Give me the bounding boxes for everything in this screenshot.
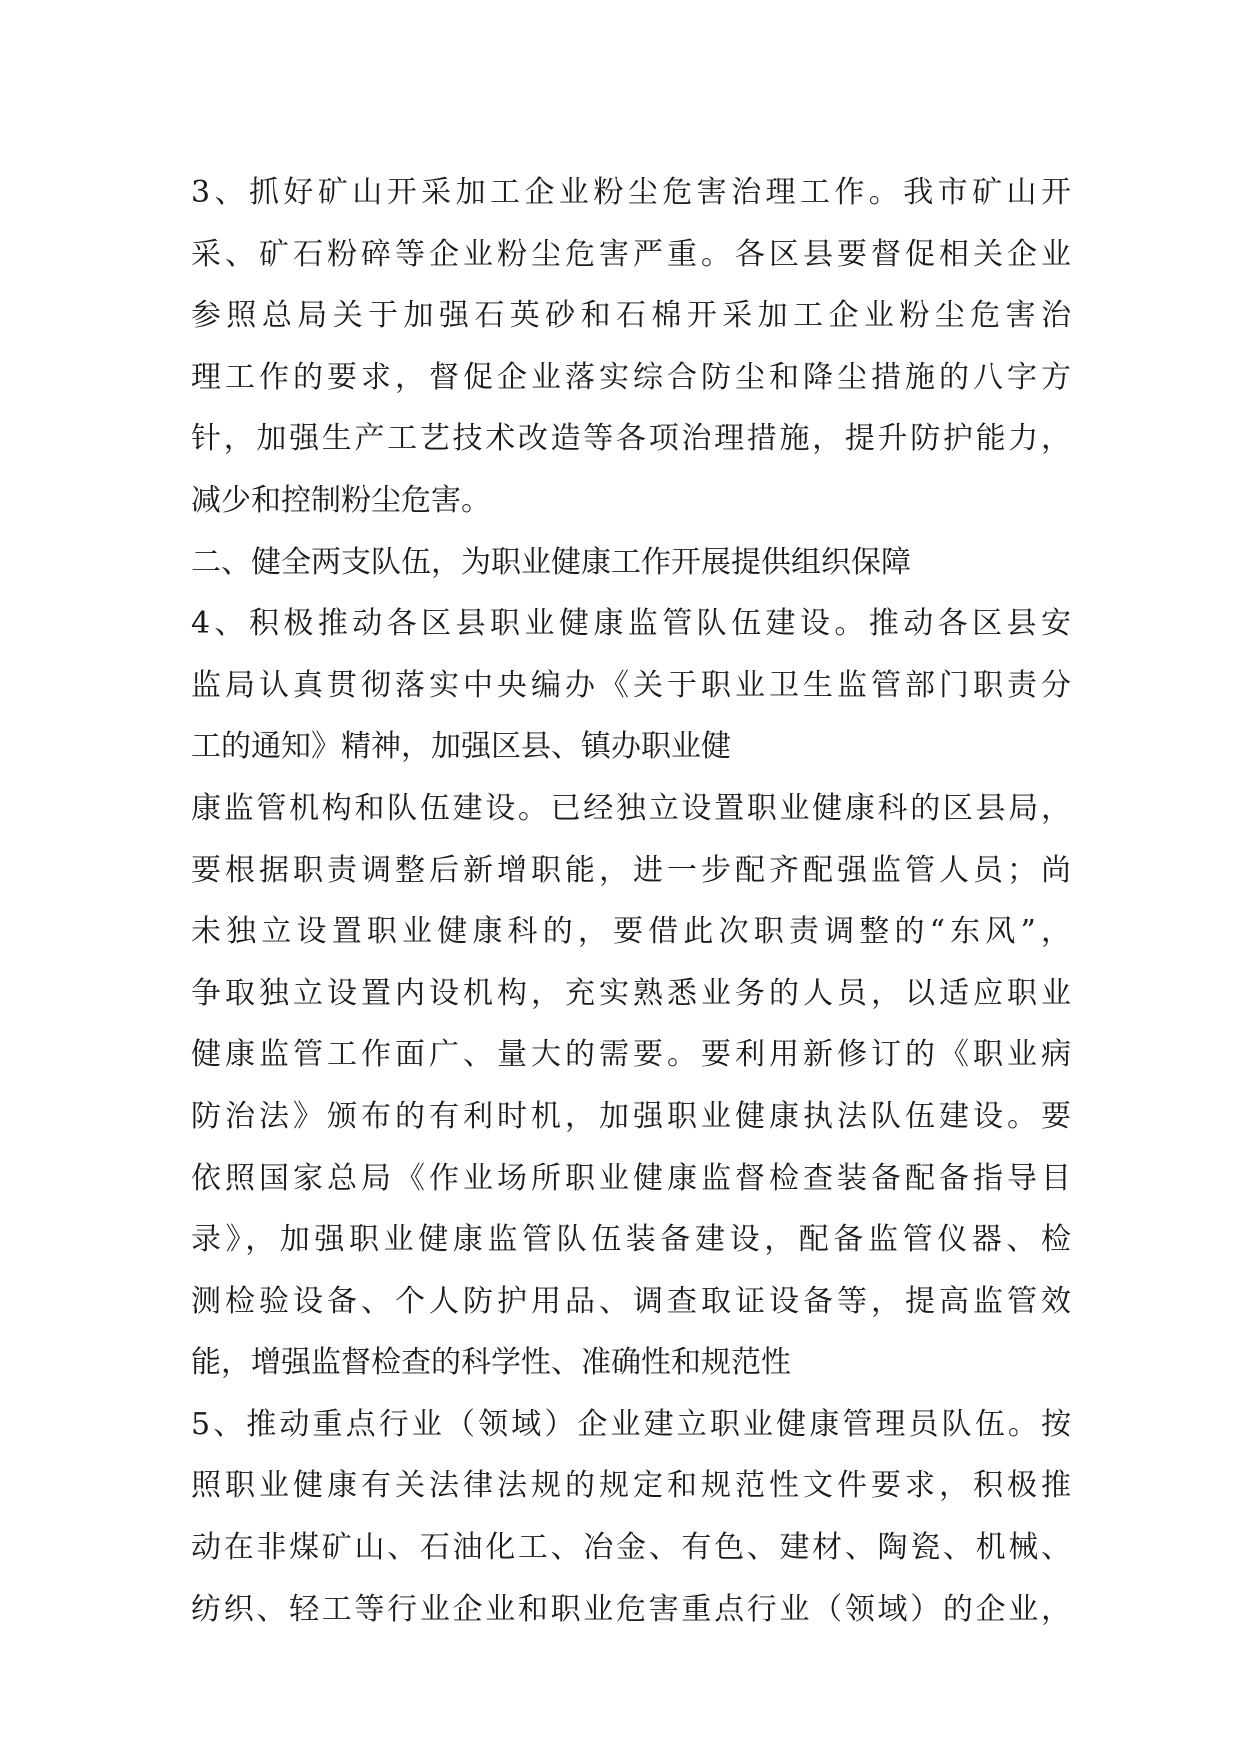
text-line: 参照总局关于加强石英砂和石棉开采加工企业粉尘危害治 (191, 298, 1071, 334)
text-line: 动在非煤矿山、石油化工、冶金、有色、建材、陶瓷、机械、 (191, 1530, 1071, 1566)
text-line: 能，增强监督检查的科学性、准确性和规范性 (191, 1345, 791, 1381)
text-line: 5、推动重点行业（领域）企业建立职业健康管理员队伍。按 (191, 1406, 1071, 1442)
text-line: 康监管机构和队伍建设。已经独立设置职业健康科的区县局， (191, 790, 1071, 826)
text-line: 监局认真贯彻落实中央编办《关于职业卫生监管部门职责分 (191, 667, 1071, 703)
text-line: 测检验设备、个人防护用品、调查取证设备等，提高监管效 (191, 1283, 1071, 1319)
text-line: 要根据职责调整后新增职能，进一步配齐配强监管人员；尚 (191, 852, 1071, 888)
text-line: 减少和控制粉尘危害。 (191, 482, 491, 518)
text-line: 照职业健康有关法律法规的规定和规范性文件要求，积极推 (191, 1468, 1071, 1504)
text-line: 依照国家总局《作业场所职业健康监督检查装备配备指导目 (191, 1160, 1071, 1196)
text-line: 录》，加强职业健康监管队伍装备建设，配备监管仪器、检 (191, 1222, 1071, 1258)
text-line: 理工作的要求，督促企业落实综合防尘和降尘措施的八字方 (191, 359, 1071, 395)
text-line: 纺织、轻工等行业企业和职业危害重点行业（领域）的企业， (191, 1591, 1071, 1627)
text-line: 针，加强生产工艺技术改造等各项治理措施，提升防护能力， (191, 421, 1071, 457)
text-line: 3、抓好矿山开采加工企业粉尘危害治理工作。我市矿山开 (191, 175, 1071, 210)
text-line: 工的通知》精神，加强区县、镇办职业健 (191, 729, 731, 765)
text-line: 健康监管工作面广、量大的需要。要利用新修订的《职业病 (191, 1037, 1071, 1073)
section-heading: 二、健全两支队伍，为职业健康工作开展提供组织保障 (191, 544, 911, 580)
text-line: 未独立设置职业健康科的，要借此次职责调整的“东风”， (191, 914, 1071, 950)
text-line: 4、积极推动各区县职业健康监管队伍建设。推动各区县安 (191, 606, 1071, 642)
text-line: 防治法》颁布的有利时机，加强职业健康执法队伍建设。要 (191, 1098, 1071, 1134)
body-text (191, 162, 1071, 1640)
text-line: 采、矿石粉碎等企业粉尘危害严重。各区县要督促相关企业 (191, 236, 1071, 272)
text-line: 争取独立设置内设机构，充实熟悉业务的人员，以适应职业 (191, 975, 1071, 1011)
